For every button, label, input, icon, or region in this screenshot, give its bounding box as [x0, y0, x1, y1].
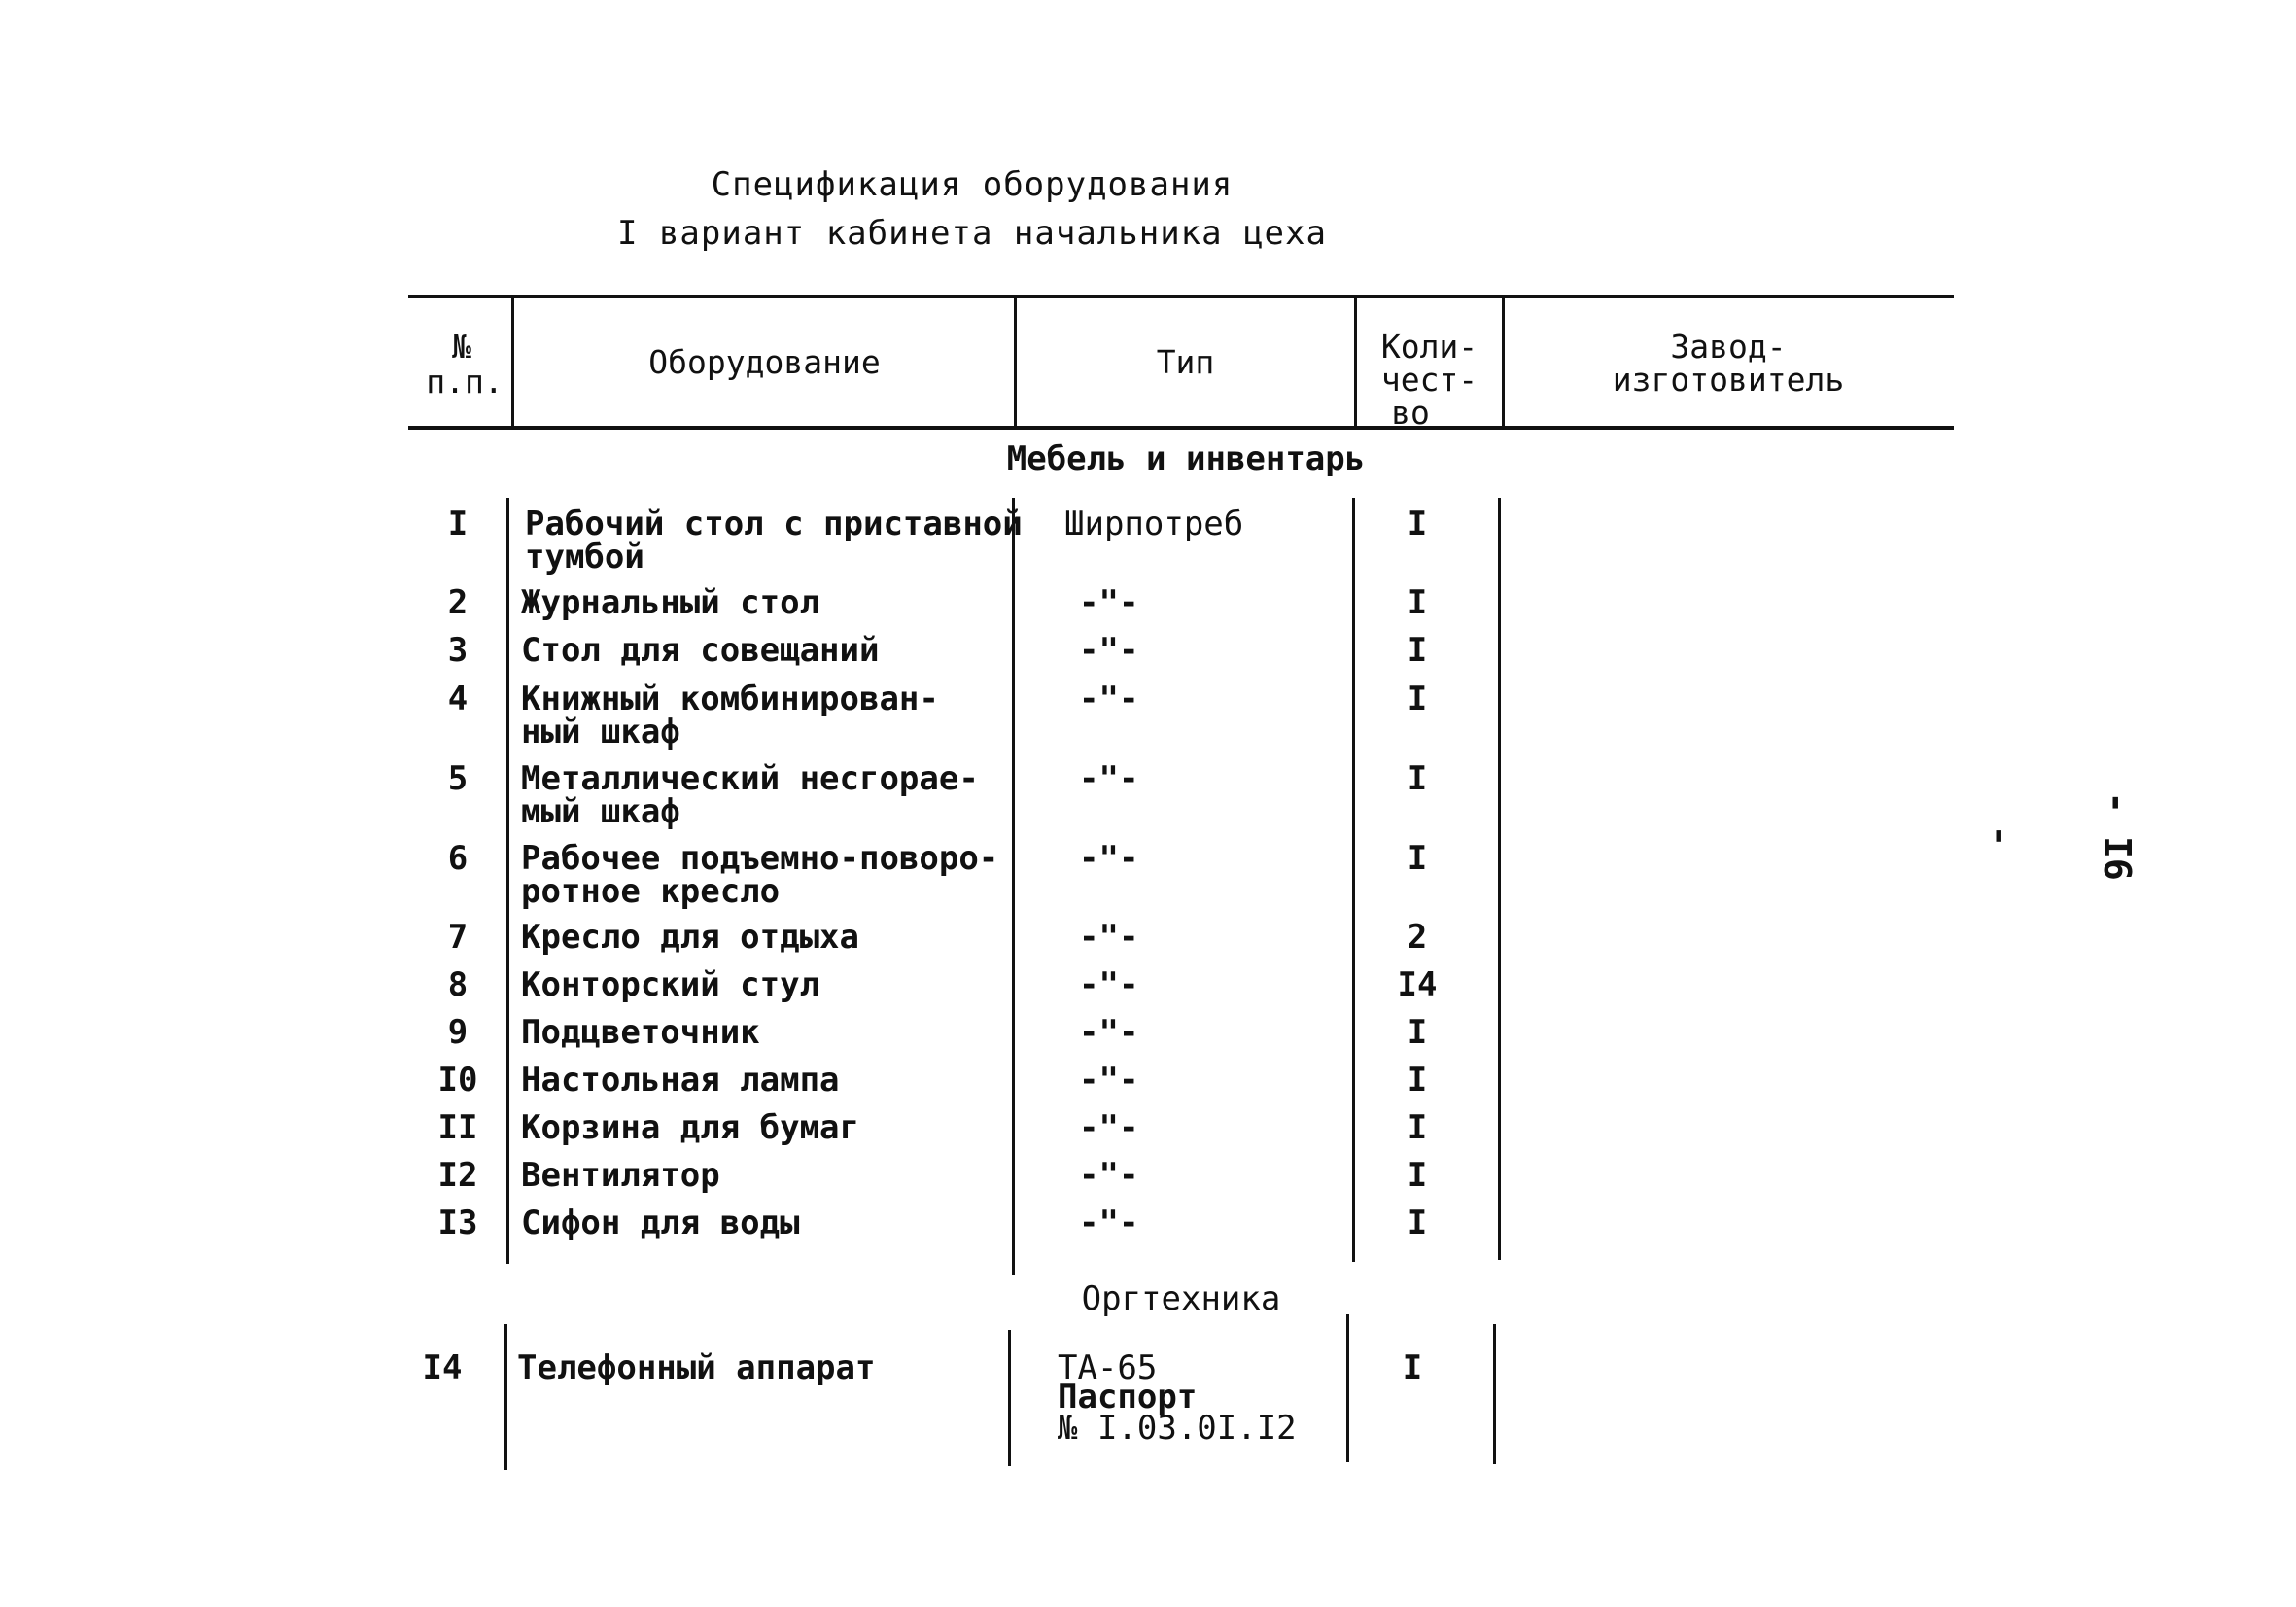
row-4-num: 4	[447, 680, 469, 718]
row-2-type: -"-	[1079, 583, 1139, 622]
row-4-type: -"-	[1079, 680, 1139, 718]
document-subtitle: I вариант кабинета начальника цеха	[617, 214, 1327, 253]
body2-divider-4	[1493, 1324, 1496, 1464]
table-top-rule	[408, 295, 1954, 298]
row-6-qty: I	[1407, 839, 1428, 878]
header-num: п.п.	[426, 363, 504, 401]
header-divider-1	[511, 298, 514, 428]
document-title: Спецификация оборудования	[711, 165, 1234, 204]
page-number: - I6 -	[1979, 791, 2139, 881]
row-10-type: -"-	[1079, 1061, 1139, 1100]
row-1-name: Рабочий стол с приставной	[525, 505, 1023, 543]
row-1-type: Ширпотреб	[1064, 505, 1244, 543]
row-8-qty: I4	[1397, 965, 1438, 1004]
body2-divider-2	[1008, 1330, 1011, 1466]
header-maker-2: изготовитель	[1612, 361, 1845, 399]
row-14-type-passport: Паспорт	[1058, 1378, 1198, 1416]
row-1-qty: I	[1407, 505, 1428, 543]
row-11-type: -"-	[1079, 1108, 1139, 1147]
row-3-type: -"-	[1079, 631, 1139, 670]
row-13-num: I3	[437, 1204, 478, 1242]
row-13-name: Сифон для воды	[521, 1204, 800, 1242]
row-8-type: -"-	[1079, 965, 1139, 1004]
table-header-bottom-rule	[408, 426, 1954, 430]
row-6-type: -"-	[1079, 839, 1139, 878]
row-13-type: -"-	[1079, 1204, 1139, 1242]
row-10-num: I0	[437, 1061, 478, 1100]
header-quantity-2: чест-	[1380, 361, 1478, 399]
row-12-type: -"-	[1079, 1156, 1139, 1195]
row-6-num: 6	[447, 839, 469, 878]
body2-divider-3	[1346, 1314, 1349, 1462]
row-3-name: Стол для совещаний	[521, 631, 880, 670]
row-12-name: Вентилятор	[521, 1156, 720, 1195]
body-divider-1	[506, 498, 509, 1264]
row-14-qty: I	[1402, 1348, 1423, 1387]
body-divider-4	[1498, 498, 1501, 1260]
row-2-num: 2	[447, 583, 469, 622]
row-5-type: -"-	[1079, 759, 1139, 798]
section-furniture: Мебель и инвентарь	[1006, 439, 1366, 478]
row-8-name: Конторский стул	[521, 965, 820, 1004]
row-6-name: Рабочее подъемно-поворо-	[521, 839, 999, 878]
row-4-qty: I	[1407, 680, 1428, 718]
header-maker-1: Завод-	[1670, 328, 1787, 366]
header-quantity-3: во	[1391, 394, 1430, 432]
row-14-type-passport-no: № I.03.0I.I2	[1058, 1409, 1297, 1448]
row-5-name: Металлический несгорае-	[521, 759, 979, 798]
row-14-num: I4	[422, 1348, 463, 1387]
body2-divider-1	[504, 1324, 507, 1470]
row-12-qty: I	[1407, 1156, 1428, 1195]
row-10-qty: I	[1407, 1061, 1428, 1100]
row-11-num: II	[437, 1108, 478, 1147]
row-9-type: -"-	[1079, 1013, 1139, 1052]
row-5-qty: I	[1407, 759, 1428, 798]
section-office-equipment: Оргтехника	[1081, 1279, 1281, 1318]
row-6-name-cont: ротное кресло	[521, 872, 781, 911]
row-4-name-cont: ный шкаф	[521, 713, 680, 751]
row-7-name: Кресло для отдыха	[521, 918, 859, 957]
body-divider-2	[1012, 498, 1015, 1275]
header-quantity-1: Коли-	[1380, 328, 1478, 366]
row-7-type: -"-	[1079, 918, 1139, 957]
body-divider-3	[1352, 498, 1355, 1262]
row-3-num: 3	[447, 631, 469, 670]
row-4-name: Книжный комбинирован-	[521, 680, 939, 718]
row-1-name-cont: тумбой	[525, 538, 644, 576]
header-type: Тип	[1156, 343, 1215, 381]
row-9-qty: I	[1407, 1013, 1428, 1052]
row-5-num: 5	[447, 759, 469, 798]
row-14-name: Телефонный аппарат	[517, 1348, 876, 1387]
row-14-type: ТА-65	[1058, 1348, 1158, 1387]
row-11-qty: I	[1407, 1108, 1428, 1147]
row-1-num: I	[447, 505, 469, 543]
row-11-name: Корзина для бумаг	[521, 1108, 859, 1147]
row-7-qty: 2	[1407, 918, 1428, 957]
row-9-name: Подцветочник	[521, 1013, 760, 1052]
row-8-num: 8	[447, 965, 469, 1004]
row-2-qty: I	[1407, 583, 1428, 622]
row-13-qty: I	[1407, 1204, 1428, 1242]
row-2-name: Журнальный стол	[521, 583, 820, 622]
row-10-name: Настольная лампа	[521, 1061, 840, 1100]
row-5-name-cont: мый шкаф	[521, 792, 680, 831]
row-12-num: I2	[437, 1156, 478, 1195]
row-7-num: 7	[447, 918, 469, 957]
header-equipment: Оборудование	[648, 343, 881, 381]
row-9-num: 9	[447, 1013, 469, 1052]
header-num-symbol: №	[452, 328, 471, 366]
row-3-qty: I	[1407, 631, 1428, 670]
